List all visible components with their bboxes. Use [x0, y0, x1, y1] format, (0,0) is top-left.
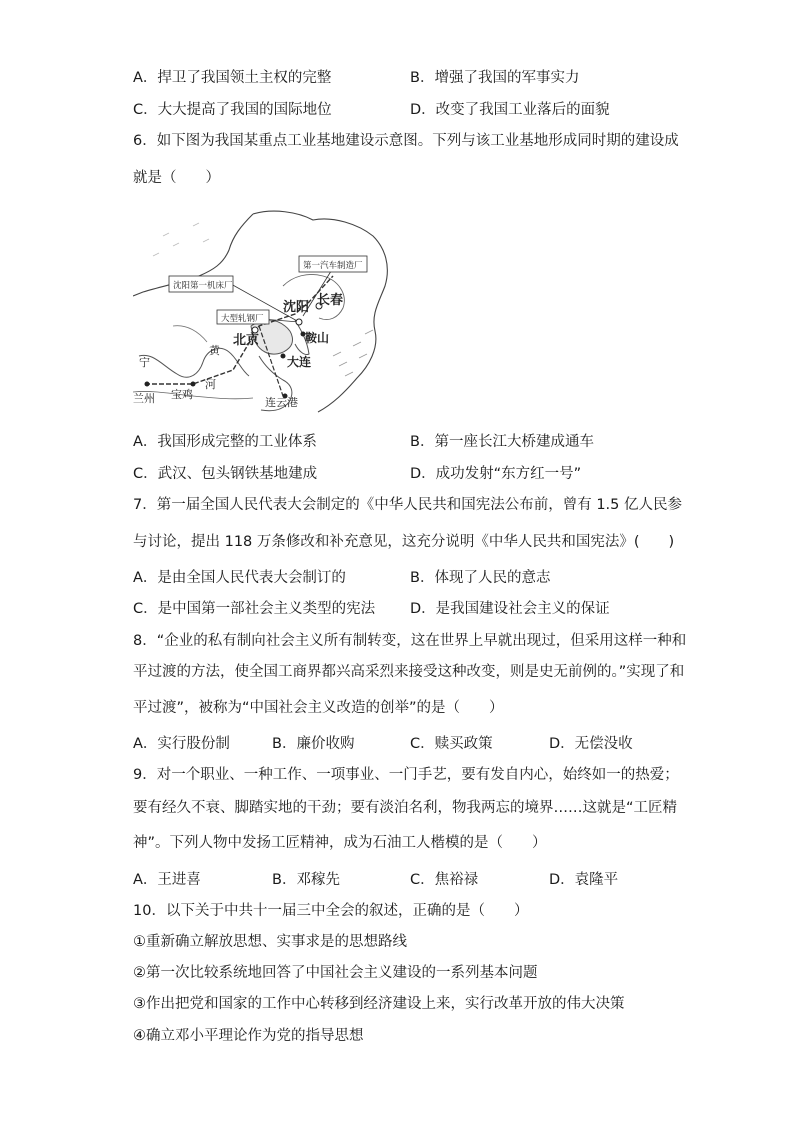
q9-option-d: D．袁隆平	[549, 872, 619, 888]
q7-stem-line2: 与讨论，提出 118 万条修改和补充意见，这充分说明《中华人民共和国宪法》( )	[133, 534, 675, 550]
q7-option-d: D．是我国建设社会主义的保证	[410, 601, 610, 617]
map-city-anshan: 鞍山	[305, 331, 330, 345]
map-box-faw: 第一汽车制造厂	[303, 261, 363, 271]
map-river-he: 河	[205, 378, 216, 391]
q6-option-a: A．我国形成完整的工业体系	[133, 434, 317, 450]
q7-stem-line1: 7．第一届全国人民代表大会制定的《中华人民共和国宪法公布前，曾有 1.5 亿人民参	[133, 497, 683, 513]
map-box-rolling-mill: 大型轧钢厂	[221, 314, 264, 324]
q5-option-a: A．捍卫了我国领土主权的完整	[133, 70, 332, 86]
map-city-changchun: 长春	[317, 293, 344, 308]
q8-option-d: D．无偿没收	[549, 736, 633, 752]
q5-option-b: B．增强了我国的军事实力	[410, 70, 580, 86]
q10-item-2: ②第一次比较系统地回答了中国社会主义建设的一系列基本问题	[133, 965, 538, 981]
q9-option-b: B．邓稼先	[272, 872, 340, 888]
map-city-lianyungang: 连云港	[265, 396, 298, 409]
q7-option-a: A．是由全国人民代表大会制订的	[133, 570, 346, 586]
q6-option-c: C．武汉、包头钢铁基地建成	[133, 466, 318, 482]
q8-stem-line3: 平过渡”，被称为“中国社会主义改造的创举”的是（ ）	[133, 700, 504, 716]
q6-option-d: D．成功发射“东方红一号”	[410, 466, 582, 482]
q9-option-a: A．王进喜	[133, 872, 201, 888]
q9-stem-line1: 9．对一个职业、一种工作、一项事业、一门手艺，要有发自内心，始终如一的热爱；	[133, 767, 679, 783]
map-city-shenyang: 沈阳	[283, 300, 310, 315]
q10-item-4: ④确立邓小平理论作为党的指导思想	[133, 1028, 364, 1044]
q6-option-b: B．第一座长江大桥建成通车	[410, 434, 594, 450]
map-city-lanzhou: 兰州	[133, 392, 155, 405]
map-box-shenyang-machine: 沈阳第一机床厂	[173, 281, 233, 291]
q8-stem-line1: 8．“企业的私有制向社会主义所有制转变，这在世界上早就出现过，但采用这样一种和	[133, 633, 687, 649]
q5-option-d: D．改变了我国工业落后的面貌	[410, 102, 610, 118]
q8-option-c: C．赎买政策	[410, 736, 493, 752]
map-city-beijing: 北京	[233, 333, 260, 348]
q9-stem-line2: 要有经久不衰、脚踏实地的干劲；要有淡泊名利，物我两忘的境界……这就是“工匠精	[133, 800, 678, 816]
q5-option-c: C．大大提高了我国的国际地位	[133, 102, 332, 118]
q10-item-3: ③作出把党和国家的工作中心转移到经济建设上来，实行改革开放的伟大决策	[133, 996, 625, 1012]
industrial-base-map	[133, 206, 393, 414]
q8-stem-line2: 平过渡的方法，使全国工商界都兴高采烈来接受这种改变，则是史无前例的。”实现了和	[133, 664, 685, 680]
map-label-ning: 宁	[139, 356, 150, 369]
q6-stem-line1: 6．如下图为我国某重点工业基地建设示意图。下列与该工业基地形成同时期的建设成	[133, 133, 679, 149]
map-city-dalian: 大连	[287, 355, 312, 369]
q10-stem: 10．以下关于中共十一届三中全会的叙述，正确的是（ ）	[133, 903, 529, 919]
q8-option-a: A．实行股份制	[133, 736, 230, 752]
q9-stem-line3: 神”。下列人物中发扬工匠精神，成为石油工人楷模的是（ ）	[133, 835, 547, 851]
q7-option-c: C．是中国第一部社会主义类型的宪法	[133, 601, 376, 617]
map-city-baoji: 宝鸡	[171, 388, 193, 401]
q8-option-b: B．廉价收购	[272, 736, 355, 752]
q10-item-1: ①重新确立解放思想、实事求是的思想路线	[133, 934, 407, 950]
map-river-huang: 黄	[209, 344, 220, 357]
q7-option-b: B．体现了人民的意志	[410, 570, 551, 586]
q9-option-c: C．焦裕禄	[410, 872, 479, 888]
q6-stem-line2: 就是（ ）	[133, 170, 220, 186]
